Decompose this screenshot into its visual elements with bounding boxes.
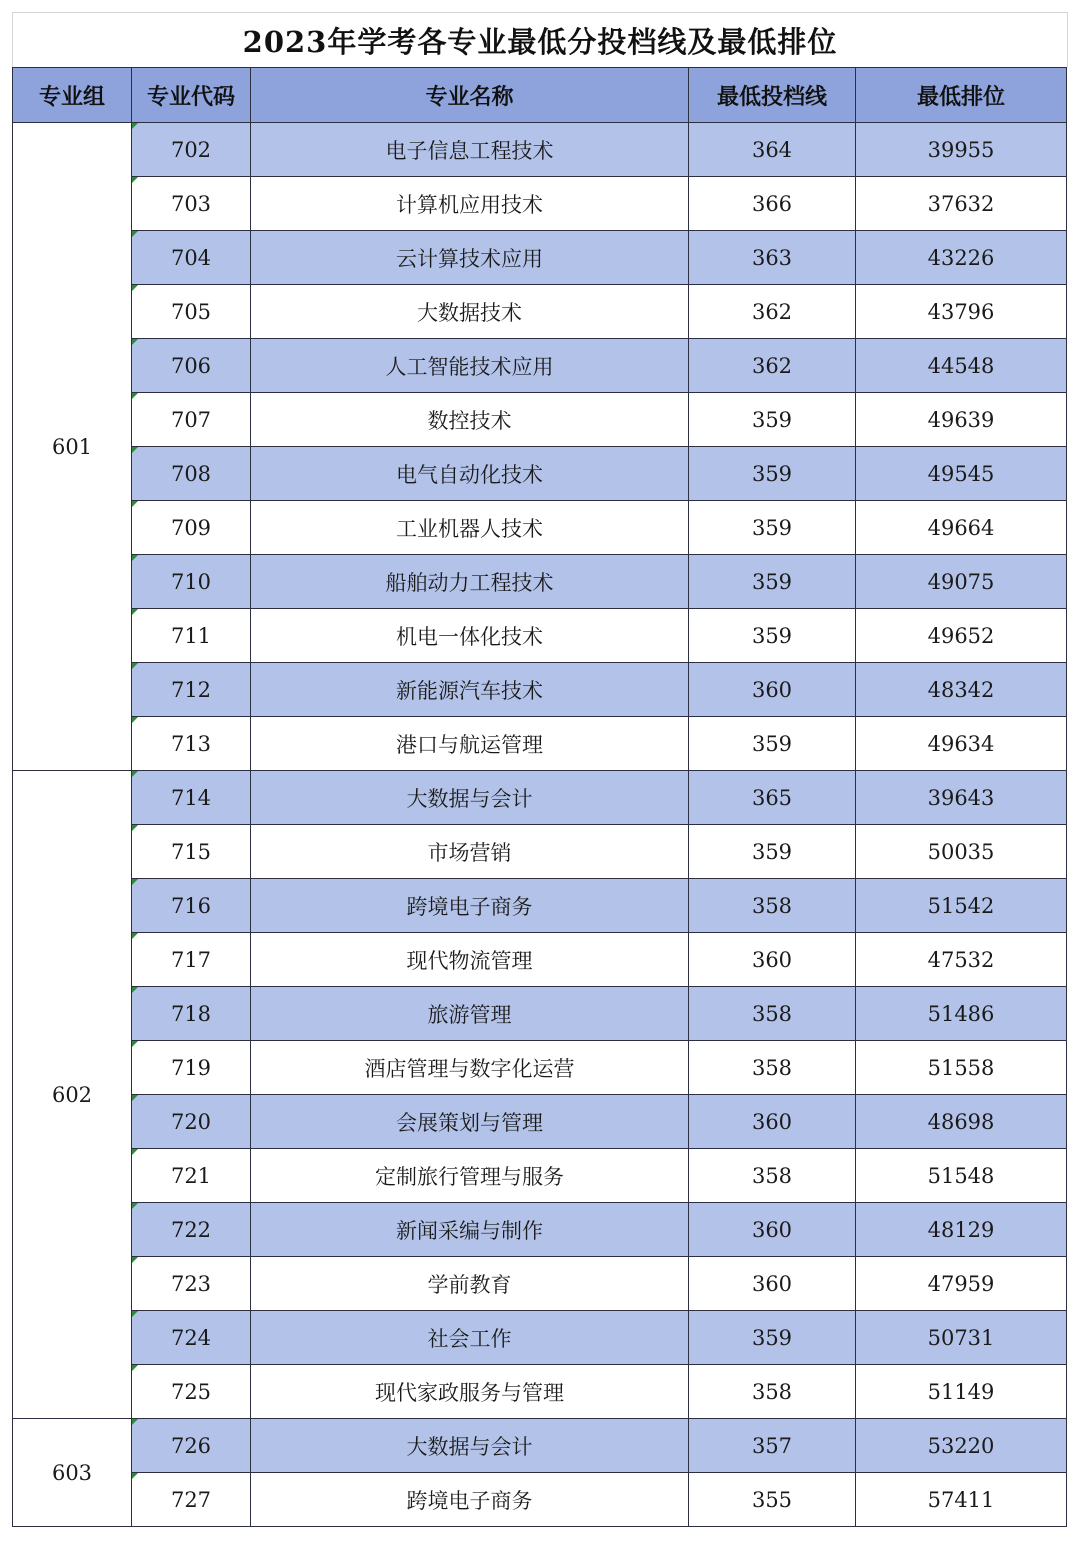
code-cell: 724 <box>132 1311 251 1365</box>
rank-cell: 43226 <box>856 231 1067 285</box>
rank-cell: 50035 <box>856 825 1067 879</box>
table-row <box>13 1419 1067 1473</box>
name-cell: 学前教育 <box>251 1257 689 1311</box>
page-title: 2023年学考各专业最低分投档线及最低排位 <box>242 24 838 59</box>
table-row <box>13 1041 1067 1095</box>
code-cell: 706 <box>132 339 251 393</box>
name-cell: 大数据与会计 <box>251 771 689 825</box>
table-row <box>13 1311 1067 1365</box>
rank-cell: 43796 <box>856 285 1067 339</box>
score-cell: 360 <box>689 1203 856 1257</box>
name-cell: 新闻采编与制作 <box>251 1203 689 1257</box>
score-cell: 359 <box>689 447 856 501</box>
header-score: 最低投档线 <box>689 68 856 123</box>
code-cell: 716 <box>132 879 251 933</box>
table-row <box>13 663 1067 717</box>
code-cell: 709 <box>132 501 251 555</box>
code-cell: 702 <box>132 123 251 177</box>
name-cell: 旅游管理 <box>251 987 689 1041</box>
rank-cell: 49634 <box>856 717 1067 771</box>
name-cell: 大数据与会计 <box>251 1419 689 1473</box>
table-body <box>13 123 1067 1527</box>
header-rank: 最低排位 <box>856 68 1067 123</box>
rank-cell: 53220 <box>856 1419 1067 1473</box>
name-cell: 跨境电子商务 <box>251 1473 689 1527</box>
name-cell: 跨境电子商务 <box>251 879 689 933</box>
name-cell: 现代物流管理 <box>251 933 689 987</box>
name-cell: 工业机器人技术 <box>251 501 689 555</box>
rank-cell: 50731 <box>856 1311 1067 1365</box>
rank-cell: 39955 <box>856 123 1067 177</box>
code-cell: 708 <box>132 447 251 501</box>
score-cell: 355 <box>689 1473 856 1527</box>
name-cell: 大数据技术 <box>251 285 689 339</box>
name-cell: 会展策划与管理 <box>251 1095 689 1149</box>
score-cell: 359 <box>689 717 856 771</box>
score-cell: 358 <box>689 987 856 1041</box>
score-cell: 365 <box>689 771 856 825</box>
code-cell: 711 <box>132 609 251 663</box>
name-cell: 机电一体化技术 <box>251 609 689 663</box>
group-cell: 601 <box>13 123 132 771</box>
score-cell: 360 <box>689 1095 856 1149</box>
score-cell: 363 <box>689 231 856 285</box>
score-cell: 359 <box>689 825 856 879</box>
code-cell: 717 <box>132 933 251 987</box>
table-row <box>13 1365 1067 1419</box>
score-cell: 360 <box>689 1257 856 1311</box>
score-cell: 359 <box>689 1311 856 1365</box>
score-cell: 358 <box>689 1149 856 1203</box>
rank-cell: 51548 <box>856 1149 1067 1203</box>
table-row <box>13 987 1067 1041</box>
score-cell: 358 <box>689 1365 856 1419</box>
code-cell: 720 <box>132 1095 251 1149</box>
table-row <box>13 177 1067 231</box>
score-cell: 359 <box>689 393 856 447</box>
code-cell: 707 <box>132 393 251 447</box>
name-cell: 现代家政服务与管理 <box>251 1365 689 1419</box>
table-row <box>13 717 1067 771</box>
name-cell: 电子信息工程技术 <box>251 123 689 177</box>
table-row <box>13 231 1067 285</box>
code-cell: 705 <box>132 285 251 339</box>
score-cell: 360 <box>689 663 856 717</box>
name-cell: 社会工作 <box>251 1311 689 1365</box>
code-cell: 713 <box>132 717 251 771</box>
table-row <box>13 1473 1067 1527</box>
name-cell: 数控技术 <box>251 393 689 447</box>
rank-cell: 47959 <box>856 1257 1067 1311</box>
rank-cell: 57411 <box>856 1473 1067 1527</box>
header-group: 专业组 <box>13 68 132 123</box>
score-cell: 362 <box>689 339 856 393</box>
table-row <box>13 771 1067 825</box>
table-row <box>13 933 1067 987</box>
header-row <box>13 68 1067 123</box>
header-name: 专业名称 <box>251 68 689 123</box>
admission-score-document <box>12 12 1068 1527</box>
table-row <box>13 339 1067 393</box>
table-row <box>13 1203 1067 1257</box>
rank-cell: 51149 <box>856 1365 1067 1419</box>
rank-cell: 51486 <box>856 987 1067 1041</box>
group-cell: 603 <box>13 1419 132 1527</box>
score-cell: 364 <box>689 123 856 177</box>
name-cell: 港口与航运管理 <box>251 717 689 771</box>
table-row <box>13 825 1067 879</box>
rank-cell: 44548 <box>856 339 1067 393</box>
code-cell: 704 <box>132 231 251 285</box>
rank-cell: 51558 <box>856 1041 1067 1095</box>
name-cell: 新能源汽车技术 <box>251 663 689 717</box>
table-row <box>13 393 1067 447</box>
name-cell: 定制旅行管理与服务 <box>251 1149 689 1203</box>
rank-cell: 48698 <box>856 1095 1067 1149</box>
rank-cell: 49652 <box>856 609 1067 663</box>
table-row <box>13 879 1067 933</box>
header-code: 专业代码 <box>132 68 251 123</box>
name-cell: 酒店管理与数字化运营 <box>251 1041 689 1095</box>
rank-cell: 49664 <box>856 501 1067 555</box>
code-cell: 712 <box>132 663 251 717</box>
table-row <box>13 285 1067 339</box>
score-cell: 358 <box>689 879 856 933</box>
table-row <box>13 123 1067 177</box>
score-table <box>12 67 1067 1527</box>
rank-cell: 48342 <box>856 663 1067 717</box>
table-row <box>13 1149 1067 1203</box>
table-row <box>13 555 1067 609</box>
score-cell: 360 <box>689 933 856 987</box>
code-cell: 725 <box>132 1365 251 1419</box>
rank-cell: 47532 <box>856 933 1067 987</box>
code-cell: 727 <box>132 1473 251 1527</box>
code-cell: 721 <box>132 1149 251 1203</box>
name-cell: 人工智能技术应用 <box>251 339 689 393</box>
table-row <box>13 1095 1067 1149</box>
table-row <box>13 1257 1067 1311</box>
score-cell: 359 <box>689 555 856 609</box>
code-cell: 710 <box>132 555 251 609</box>
table-row <box>13 609 1067 663</box>
code-cell: 723 <box>132 1257 251 1311</box>
rank-cell: 48129 <box>856 1203 1067 1257</box>
table-row <box>13 447 1067 501</box>
name-cell: 云计算技术应用 <box>251 231 689 285</box>
rank-cell: 49639 <box>856 393 1067 447</box>
score-cell: 366 <box>689 177 856 231</box>
name-cell: 船舶动力工程技术 <box>251 555 689 609</box>
title-bar <box>12 12 1068 67</box>
score-cell: 358 <box>689 1041 856 1095</box>
code-cell: 722 <box>132 1203 251 1257</box>
name-cell: 市场营销 <box>251 825 689 879</box>
code-cell: 726 <box>132 1419 251 1473</box>
rank-cell: 49545 <box>856 447 1067 501</box>
score-cell: 357 <box>689 1419 856 1473</box>
name-cell: 电气自动化技术 <box>251 447 689 501</box>
code-cell: 703 <box>132 177 251 231</box>
group-cell: 602 <box>13 771 132 1419</box>
code-cell: 715 <box>132 825 251 879</box>
code-cell: 714 <box>132 771 251 825</box>
code-cell: 718 <box>132 987 251 1041</box>
rank-cell: 37632 <box>856 177 1067 231</box>
rank-cell: 39643 <box>856 771 1067 825</box>
code-cell: 719 <box>132 1041 251 1095</box>
score-cell: 359 <box>689 609 856 663</box>
rank-cell: 49075 <box>856 555 1067 609</box>
rank-cell: 51542 <box>856 879 1067 933</box>
name-cell: 计算机应用技术 <box>251 177 689 231</box>
table-row <box>13 501 1067 555</box>
score-cell: 359 <box>689 501 856 555</box>
score-cell: 362 <box>689 285 856 339</box>
